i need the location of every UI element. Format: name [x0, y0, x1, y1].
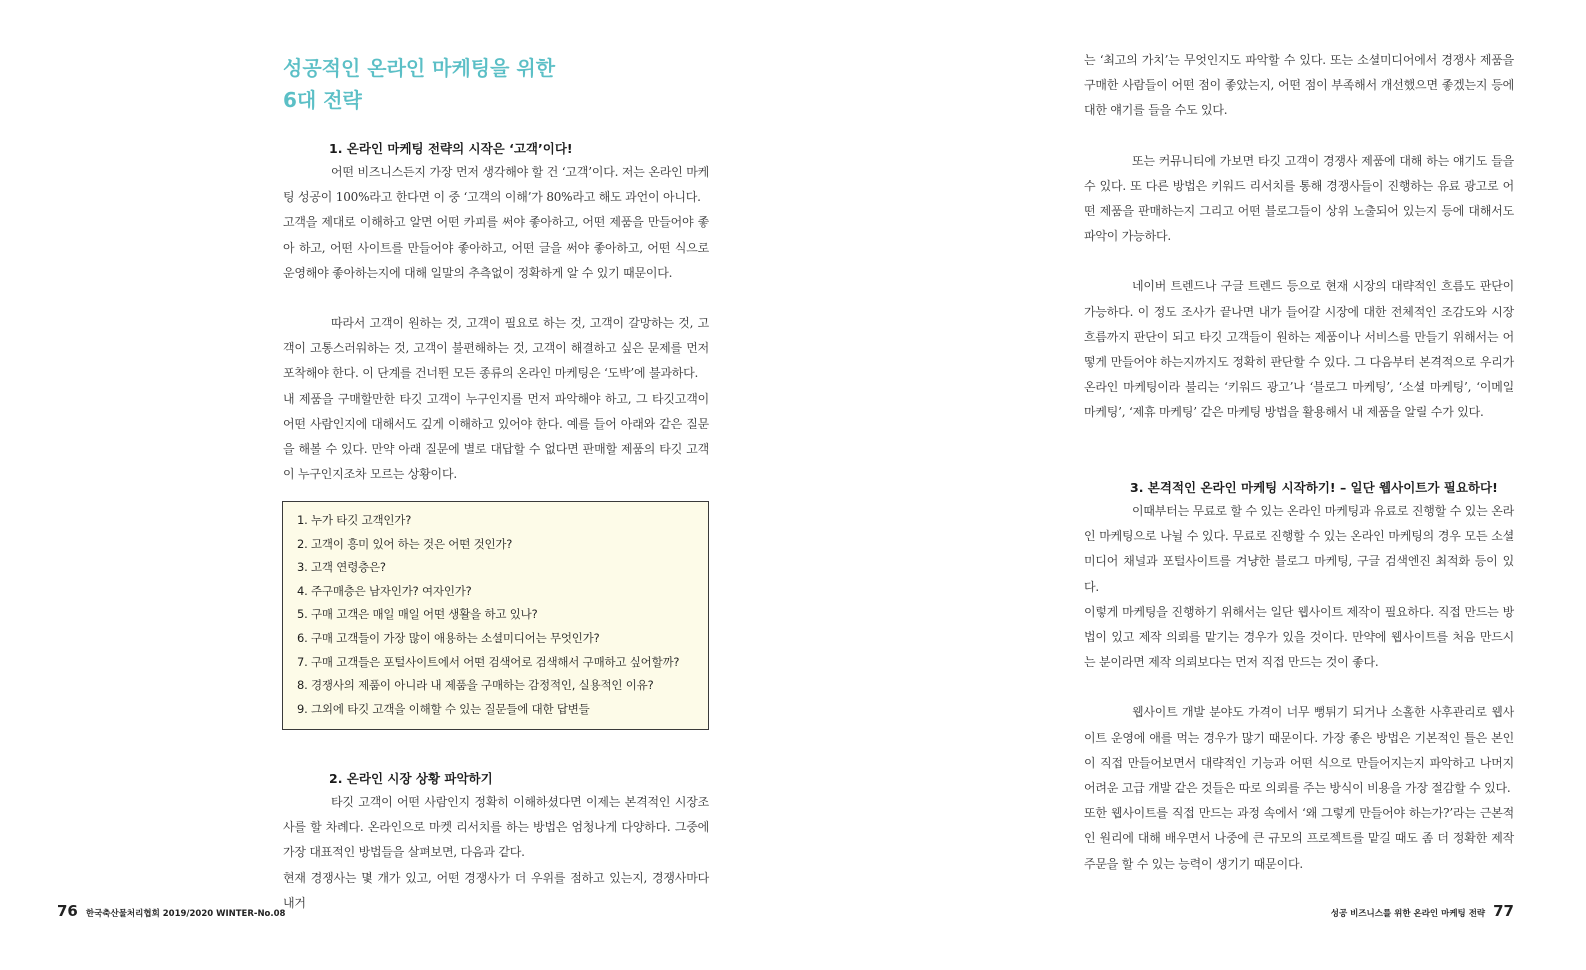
section3-paragraph1: 이때부터는 무료로 할 수 있는 온라인 마케팅과 유료로 진행할 수 있는 온라인 마케팅으로 나뉠 수 있다. 무료로 진행할 수 있는 온라인 마케팅의 경우 모든 소셜미디어 채널과 포털사이트를 겨냥한 블로그 마케팅, 구글 검색엔진 최적화 등이 있다.: [1084, 504, 1514, 594]
section3: [1084, 479, 1514, 877]
section3-paragraph4: 또한 웹사이트를 직접 만드는 과정 속에서 ‘왜 그렇게 만들어야 하는가?’라는 근본적인 원리에 대해 배우면서 나중에 큰 규모의 프로젝트를 맡길 때도 좀 더 정확한 제작 주문을 할 수 있는 능력이 생기기 때문이다.: [1084, 806, 1514, 871]
section1-paragraph3: 따라서 고객이 원하는 것, 고객이 필요로 하는 것, 고객이 갈망하는 것, 고객이 고통스러워하는 것, 고객이 불편해하는 것, 고객이 해결하고 싶은 문제를 먼저 포착해야 한다. 이 단계를 건너뛴 모든 종류의 온라인 마케팅은 ‘도박’에 불과하다.: [283, 316, 709, 381]
section1-paragraph4: 내 제품을 구매할만한 타깃 고객이 누구인지를 먼저 파악해야 하고, 그 타깃고객이 어떤 사람인지에 대해서도 깊게 이해하고 있어야 한다. 예를 들어 아래와 같은 질문을 해볼 수 있다. 만약 아래 질문에 별로 대답할 수 없다면 판매할 제품의 타깃 고객이 누구인지조차 모르는 상황이다.: [283, 391, 709, 482]
page-number-right: 77: [1493, 902, 1514, 920]
question-item: 4. 주구매층은 남자인가? 여자인가?: [297, 583, 472, 598]
question-box: [282, 501, 709, 730]
section3-paragraph3: 웹사이트 개발 분야도 가격이 너무 뻥튀기 되거나 소홀한 사후관리로 웹사이트 운영에 애를 먹는 경우가 많기 때문이다. 가장 좋은 방법은 기본적인 틀은 본인이 직접 만들어보면서 대략적인 기능과 어떤 식으로 만들어지는지 파악하고 나머지 어려운 고급 개발 같은 것들은 따로 의뢰를 주는 방식이 비용을 가장 절감할 수 있다.: [1084, 705, 1514, 796]
section1-heading: 1. 온라인 마케팅 전략의 시작은 ‘고객’이다!: [329, 141, 573, 156]
article-title: [283, 52, 713, 116]
section3-heading: 3. 본격적인 온라인 마케팅 시작하기! – 일단 웹사이트가 필요하다!: [1130, 480, 1498, 495]
page-number-left: 76: [57, 902, 78, 920]
question-item: 8. 경쟁사의 제품이 아니라 내 제품을 구매하는 감정적인, 실용적인 이유?: [297, 678, 654, 693]
section1-paragraph1: 어떤 비즈니스든지 가장 먼저 생각해야 할 건 ‘고객’이다. 저는 온라인 마케팅 성공이 100%라고 한다면 이 중 ‘고객의 이해’가 80%라고 해도 과언이 아니다.: [283, 165, 709, 205]
right-page: [793, 0, 1586, 970]
section3-paragraph2: 이렇게 마케팅을 진행하기 위해서는 일단 웹사이트 제작이 필요하다. 직접 만드는 방법이 있고 제작 의뢰를 맡기는 경우가 있을 것이다. 만약에 웹사이트를 처음 만드시는 분이라면 제작 의뢰보다는 먼저 직접 만드는 것이 좋다.: [1084, 604, 1514, 670]
section2: [283, 770, 709, 916]
question-item: 7. 구매 고객들은 포털사이트에서 어떤 검색어로 검색해서 구매하고 싶어할까?: [297, 654, 680, 669]
section2-paragraph2: 현재 경쟁사는 몇 개가 있고, 어떤 경쟁사가 더 우위를 점하고 있는지, 경쟁사마다 내거: [283, 870, 709, 910]
question-item: 9. 그외에 타깃 고객을 이해할 수 있는 질문들에 대한 답변들: [297, 701, 590, 716]
right-footer: [1331, 902, 1514, 920]
question-item: 1. 누가 타깃 고객인가?: [297, 513, 412, 527]
right-paragraph2: 또는 커뮤니티에 가보면 타깃 고객이 경쟁사 제품에 대해 하는 얘기도 들을 수 있다. 또 다른 방법은 키워드 리서치를 통해 경쟁사들이 진행하는 유료 광고로 어떤 제품을 판매하는지 그리고 어떤 블로그들이 상위 노출되어 있는지 등에 대해서도 파악이 가능하다.: [1084, 153, 1514, 244]
publication-info: 한국축산물처리협회 2019/2020 WINTER-No.08: [85, 909, 286, 919]
article-title-line1: 성공적인 온라인 마케팅을 위한: [283, 56, 556, 80]
right-column: [1084, 48, 1514, 426]
section-title-footer: 성공 비즈니스를 위한 온라인 마케팅 전략: [1330, 909, 1486, 919]
right-paragraph3: 네이버 트렌드나 구글 트렌드 등으로 현재 시장의 대략적인 흐름도 판단이 가능하다. 이 정도 조사가 끝나면 내가 들어갈 시장에 대한 전체적인 조감도와 시장 흐름까지 판단이 되고 타깃 고객들이 원하는 제품이나 서비스를 만들기 위해서는 어떻게 만들어야 하는지까지도 정확히 판단할 수 있다. 그 다음부터 본격적으로 우리가 온라인 마케팅이라 불리는 ‘키워드 광고’나 ‘블로그 마케팅’, ‘소셜 마케팅’, ‘이메일 마케팅’, ‘제휴 마케팅’ 같은 마케팅 방법을 활용해서 내 제품을 알릴 수가 있다.: [1084, 279, 1514, 420]
question-item: 3. 고객 연령층은?: [297, 560, 386, 575]
left-footer: [57, 902, 285, 920]
question-item: 2. 고객이 흥미 있어 하는 것은 어떤 것인가?: [297, 536, 513, 551]
section1: [283, 140, 709, 487]
section2-heading: 2. 온라인 시장 상황 파악하기: [329, 771, 493, 786]
section2-paragraph1: 타깃 고객이 어떤 사람인지 정확히 이해하셨다면 이제는 본격적인 시장조사를 할 차례다. 온라인으로 마켓 리서치를 하는 방법은 엄청나게 다양하다. 그중에 가장 대표적인 방법들을 살펴보면, 다음과 같다.: [283, 795, 709, 860]
right-paragraph1: 는 ‘최고의 가치’는 무엇인지도 파악할 수 있다. 또는 소셜미디어에서 경쟁사 제품을 구매한 사람들이 어떤 점이 좋았는지, 어떤 점이 부족해서 개선했으면 좋겠는지 등에 대한 얘기를 들을 수도 있다.: [1084, 53, 1514, 118]
question-item: 6. 구매 고객들이 가장 많이 애용하는 소셜미디어는 무엇인가?: [297, 630, 600, 645]
article-title-line2: 6대 전략: [283, 88, 362, 112]
question-item: 5. 구매 고객은 매일 매일 어떤 생활을 하고 있나?: [297, 607, 538, 622]
section1-paragraph2: 고객을 제대로 이해하고 알면 어떤 카피를 써야 좋아하고, 어떤 제품을 만들어야 좋아 하고, 어떤 사이트를 만들어야 좋아하고, 어떤 글을 써야 좋아하고, 어떤 식으로 운영해야 좋아하는지에 대해 일말의 추측없이 정확하게 알 수 있기 때문이다.: [283, 215, 709, 280]
